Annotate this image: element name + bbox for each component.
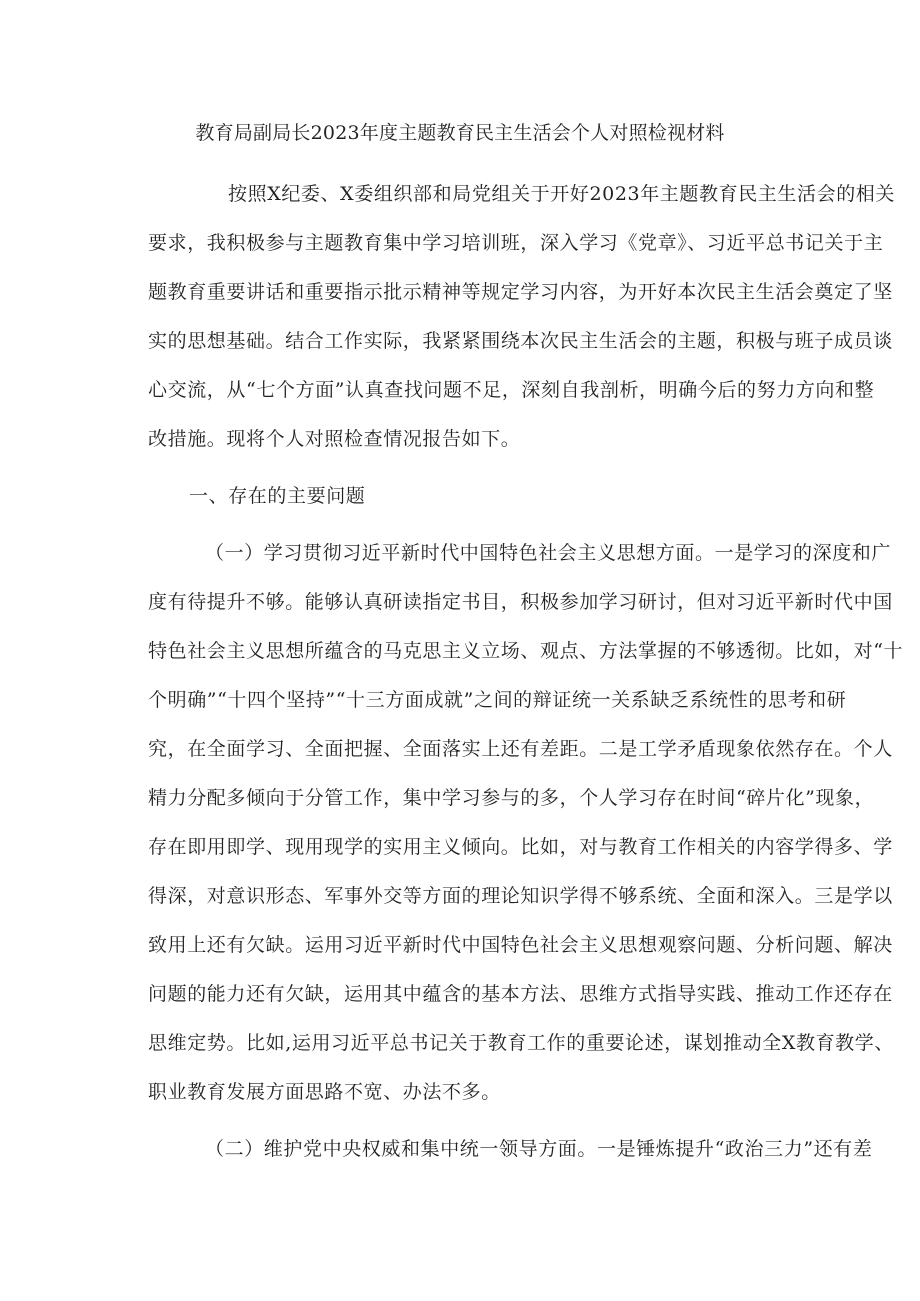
intro-line-1: 按照X纪委、X委组织部和局党组关于开好2023年主题教育民主生活会的相关 (228, 183, 896, 205)
item-1-line-7: 存在即用即学、现用现学的实用主义倾向。比如，对与教育工作相关的内容学得多、学 (148, 836, 893, 858)
item-1-line-5: 究，在全面学习、全面把握、全面落实上还有差距。二是工学矛盾现象依然存在。个人 (148, 738, 893, 760)
item-1-line-10: 问题的能力还有欠缺，运用其中蕴含的基本方法、思维方式指导实践、推动工作还存在 (148, 983, 893, 1005)
intro-line-4: 实的思想基础。结合工作实际，我紧紧围绕本次民主生活会的主题，积极与班子成员谈 (148, 330, 893, 352)
section-1-heading: 一、存在的主要问题 (189, 485, 366, 507)
intro-line-3: 题教育重要讲话和重要指示批示精神等规定学习内容，为开好本次民主生活会奠定了坚 (148, 281, 893, 303)
document-title: 教育局副局长2023年度主题教育民主生活会个人对照检视材料 (195, 122, 725, 144)
item-1-line-11: 思维定势。比如,运用习近平总书记关于教育工作的重要论述，谋划推动全X教育教学、 (148, 1032, 894, 1054)
item-1-line-3: 特色社会主义思想所蕴含的马克思主义立场、观点、方法掌握的不够透彻。比如，对“十 (148, 640, 904, 662)
item-1-line-9: 致用上还有欠缺。运用习近平新时代中国特色社会主义思想观察问题、分析问题、解决 (148, 934, 893, 956)
item-1-line-1: （一）学习贯彻习近平新时代中国特色社会主义思想方面。一是学习的深度和广 (205, 542, 892, 564)
intro-line-2: 要求，我积极参与主题教育集中学习培训班，深入学习《党章》、习近平总书记关于主 (148, 232, 884, 254)
intro-line-5: 心交流，从“七个方面”认真查找问题不足，深刻自我剖析，明确今后的努力方向和整 (148, 379, 875, 401)
item-1-line-12: 职业教育发展方面思路不宽、办法不多。 (148, 1081, 501, 1103)
item-2-line-1: （二）维护党中央权威和集中统一领导方面。一是锤炼提升“政治三力”还有差 (205, 1138, 873, 1160)
intro-line-6: 改措施。现将个人对照检查情况报告如下。 (148, 428, 521, 450)
item-1-line-8: 得深，对意识形态、军事外交等方面的理论知识学得不够系统、全面和深入。三是学以 (148, 885, 893, 907)
item-1-line-6: 精力分配多倾向于分管工作，集中学习参与的多，个人学习存在时间“碎片化”现象， (148, 787, 875, 809)
item-1-line-2: 度有待提升不够。能够认真研读指定书目，积极参加学习研讨，但对习近平新时代中国 (148, 591, 893, 613)
item-1-line-4: 个明确”“十四个坚持”“十三方面成就”之间的辩证统一关系缺乏系统性的思考和研 (148, 689, 847, 711)
